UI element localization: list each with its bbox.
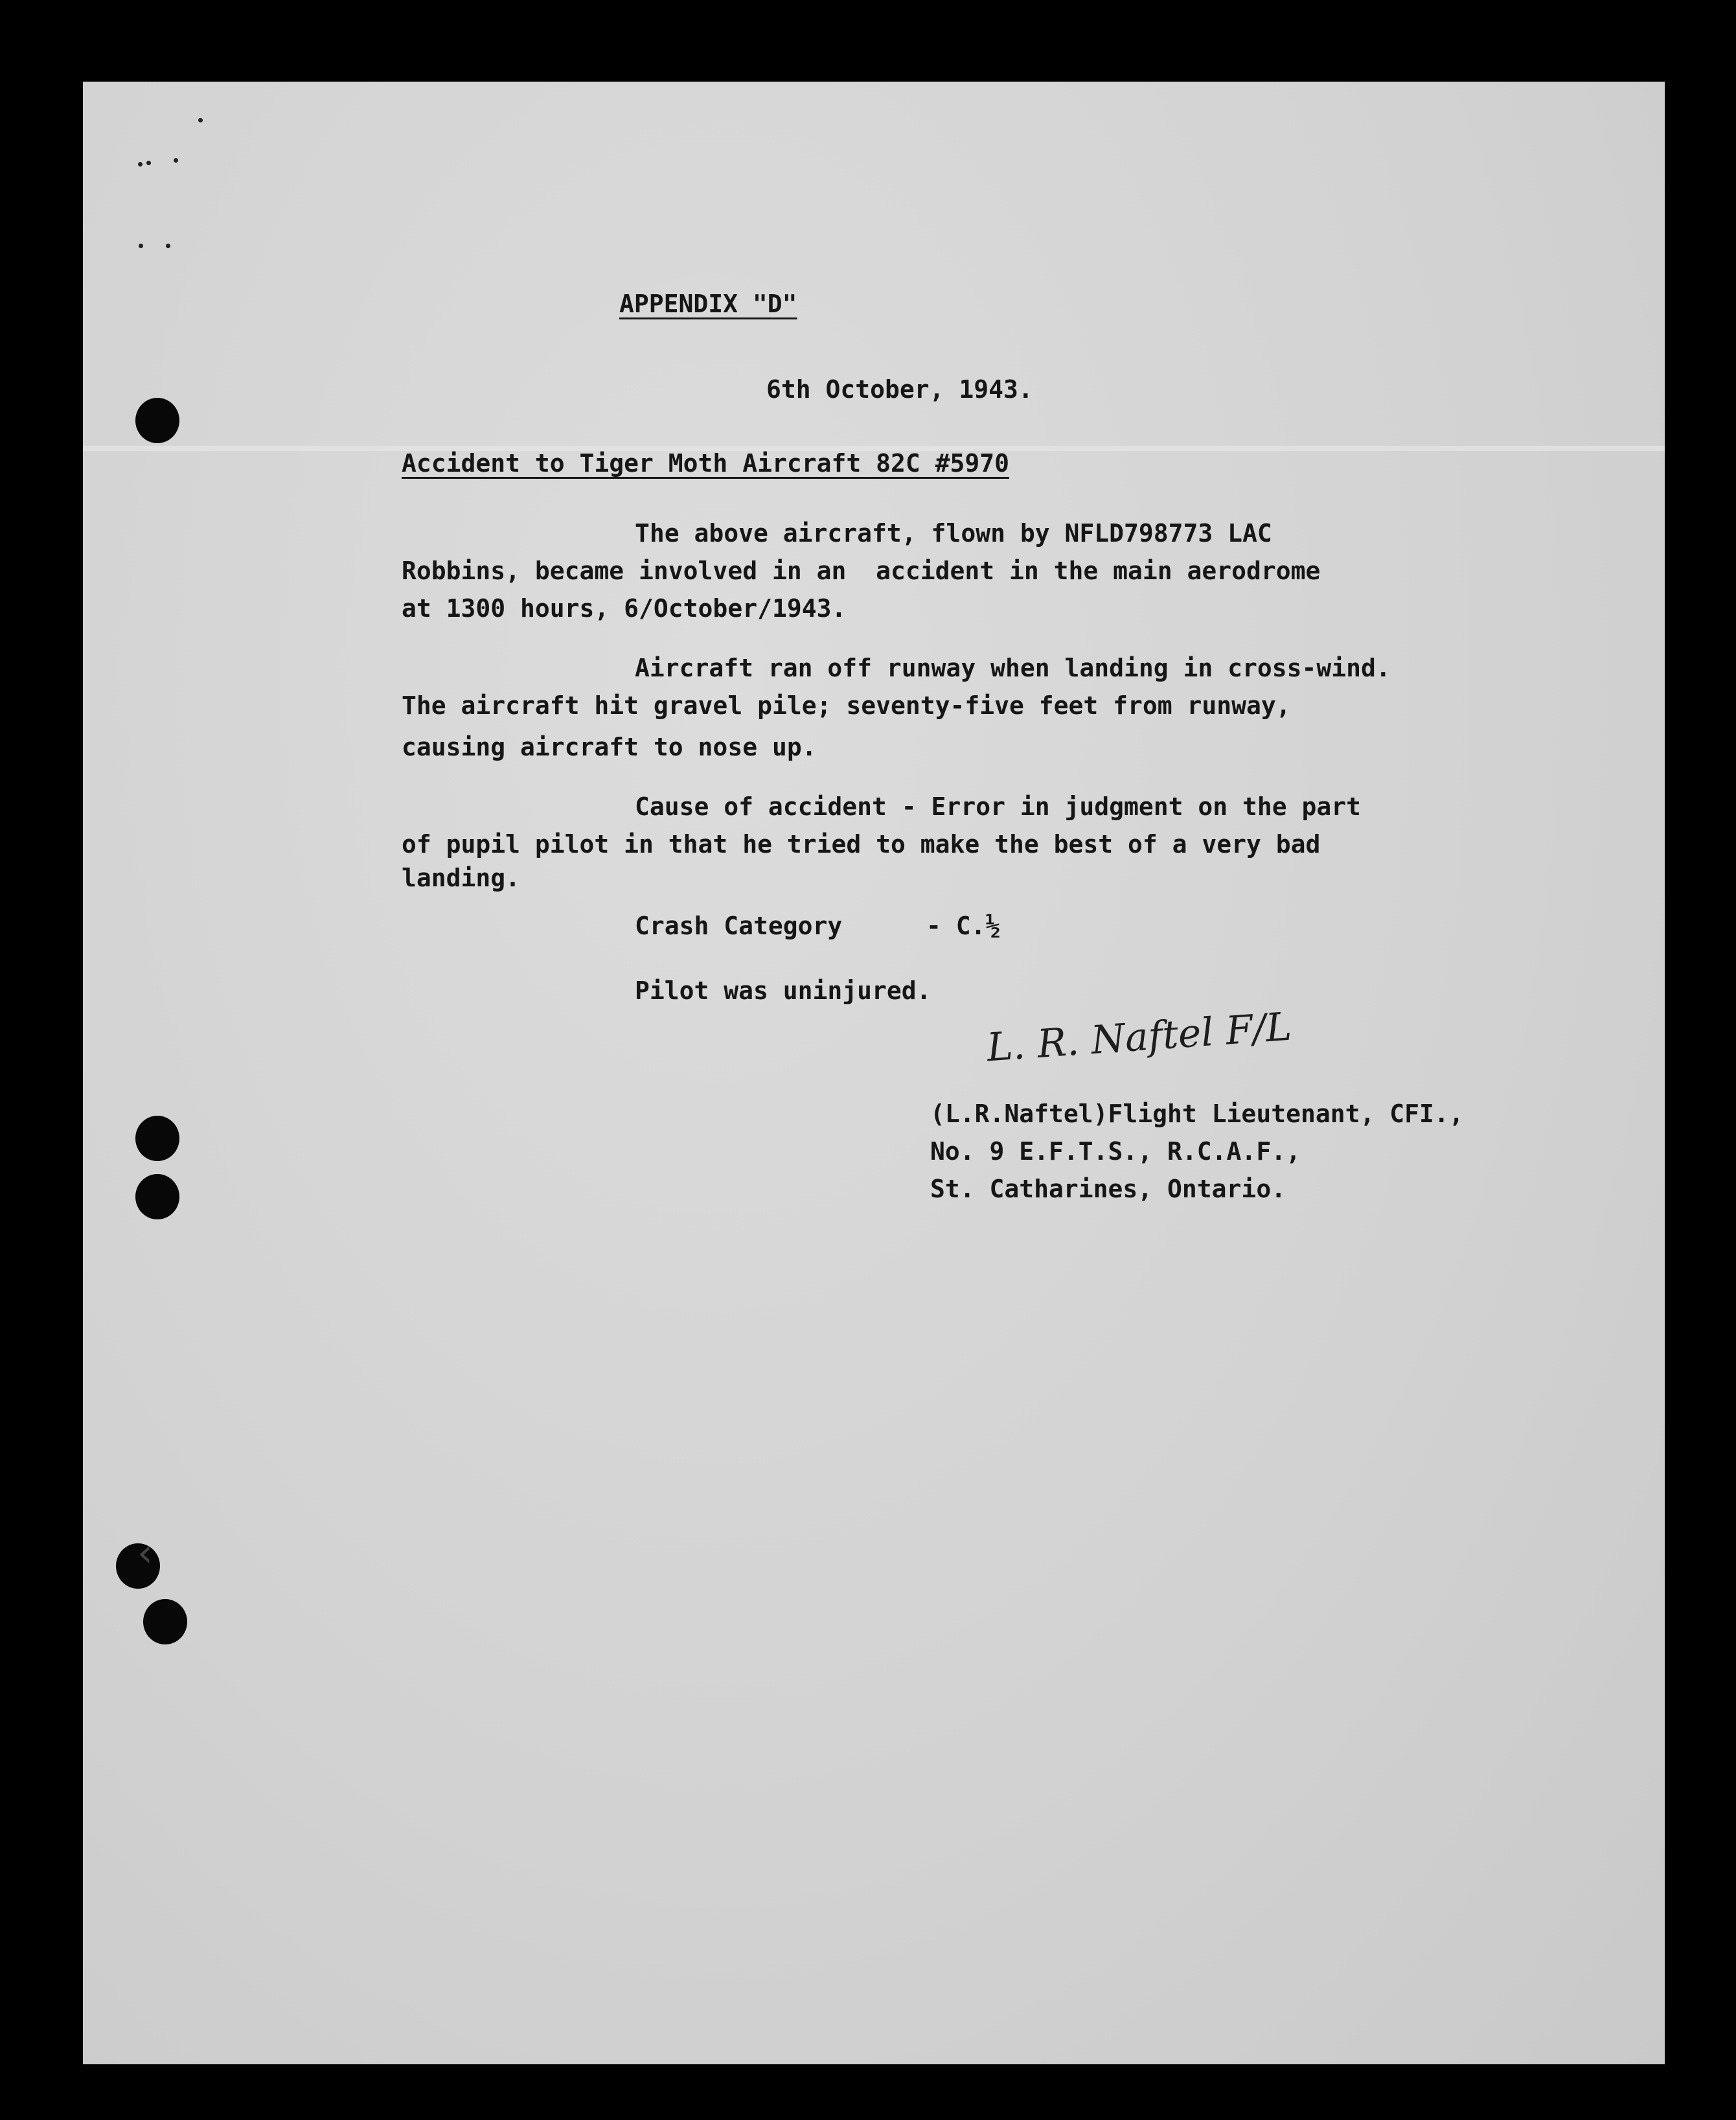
paragraph-line: of pupil pilot in that he tried to make the best of a very bad [402, 830, 1321, 858]
crash-category-label: Crash Category [635, 912, 843, 940]
speck [139, 244, 143, 248]
punch-hole [135, 1174, 179, 1219]
punch-hole [135, 1116, 179, 1161]
signature-block-line: St. Catharines, Ontario. [930, 1175, 1286, 1203]
speck [198, 118, 203, 122]
handwritten-signature: L. R. Naftel F/L [985, 1004, 1294, 1071]
crash-category-value: - C.½ [926, 912, 1001, 940]
speck [138, 162, 143, 167]
paragraph-line: Robbins, became involved in an accident in the main aerodrome [402, 557, 1321, 585]
paragraph-line: at 1300 hours, 6/October/1943. [402, 594, 847, 623]
signature-block-line: (L.R.Naftel)Flight Lieutenant, CFI., [930, 1100, 1464, 1128]
speck [146, 161, 151, 165]
signature-block-line: No. 9 E.F.T.S., R.C.A.F., [930, 1137, 1301, 1166]
pilot-status: Pilot was uninjured. [635, 976, 931, 1005]
speck [174, 158, 178, 163]
document-date: 6th October, 1943. [766, 375, 1033, 404]
paragraph-line: The above aircraft, flown by NFLD798773 LAC [635, 519, 1272, 547]
paragraph-line: Cause of accident - Error in judgment on the part [635, 792, 1362, 821]
subject-line: Accident to Tiger Moth Aircraft 82C #5970 [402, 449, 1009, 478]
paragraph-line: landing. [402, 864, 521, 892]
speck [166, 244, 170, 248]
document-page [83, 82, 1665, 2064]
paragraph-line: causing aircraft to nose up. [402, 733, 817, 761]
punch-hole [143, 1599, 187, 1644]
margin-mark: ‹ [137, 1530, 153, 1576]
paragraph-line: The aircraft hit gravel pile; seventy-five feet from runway, [402, 691, 1291, 720]
paragraph-line: Aircraft ran off runway when landing in cross-wind. [635, 654, 1391, 682]
appendix-heading: APPENDIX "D" [619, 290, 797, 318]
punch-hole [135, 398, 179, 443]
